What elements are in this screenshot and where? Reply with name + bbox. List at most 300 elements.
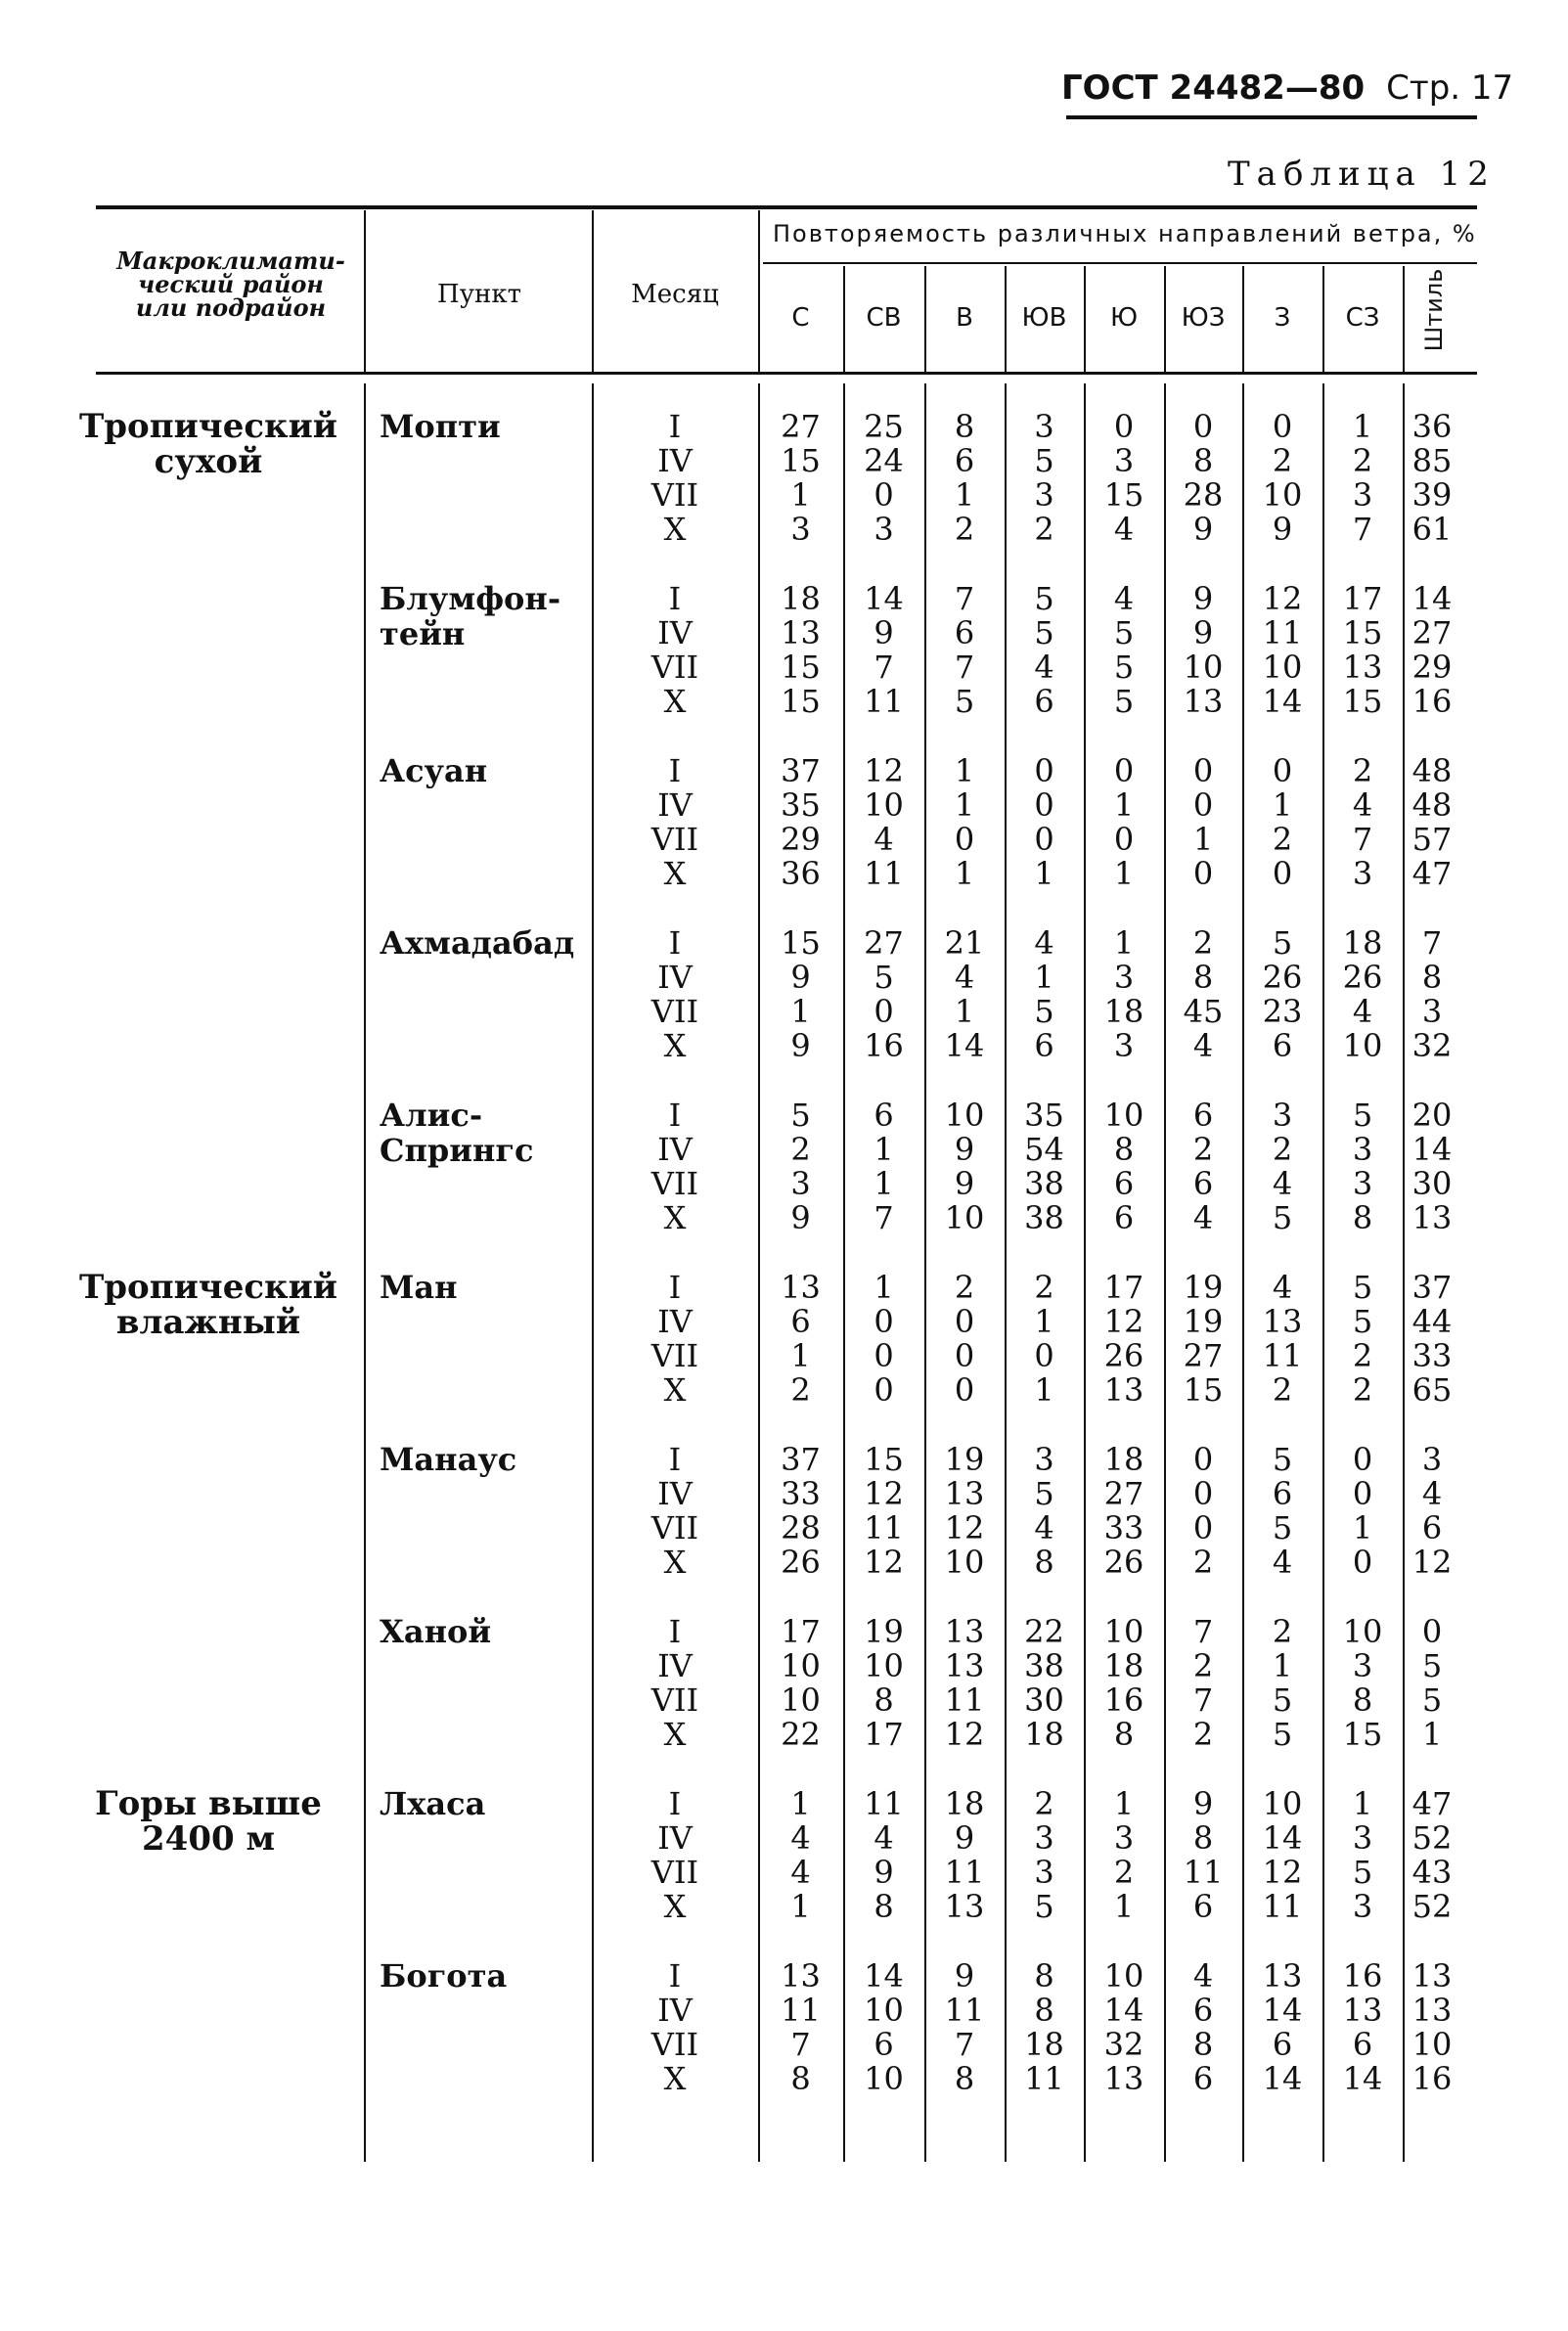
table-cell: 22 [781, 1716, 821, 1753]
table-cell: 7 [874, 649, 894, 686]
table-cell: 37 [781, 752, 821, 789]
table-cell: 37 [1411, 1269, 1453, 1306]
table-cell: 13 [781, 614, 821, 651]
table-cell: 0 [954, 821, 975, 858]
table-cell: 16 [1103, 1681, 1144, 1719]
table-cell: 0 [1034, 786, 1054, 824]
month-label: I [668, 1785, 682, 1822]
table-cell: 1 [790, 1888, 811, 1925]
table-cell: 6 [1192, 1992, 1214, 2029]
table-cell: 10 [1342, 1027, 1383, 1064]
table-cell: 30 [1411, 1165, 1453, 1202]
table-cell: 1 [1113, 855, 1135, 892]
table-cell: 29 [1411, 649, 1453, 686]
month-label: VII [650, 2026, 699, 2063]
table-cell: 2 [1034, 1269, 1054, 1306]
table-cell: 20 [1411, 1097, 1453, 1134]
table-cell: 14 [1103, 1992, 1144, 2029]
table-cell: 26 [1262, 959, 1303, 996]
table-cell: 10 [864, 1992, 904, 2029]
table-cell: 4 [1034, 1509, 1054, 1547]
table-cell: 5 [1352, 1269, 1373, 1306]
station-name: Лхаса [380, 1785, 486, 1822]
table-cell: 4 [1192, 1957, 1214, 1995]
table-cell: 38 [1024, 1647, 1064, 1684]
table-cell: 33 [1411, 1337, 1453, 1374]
table-cell: 15 [781, 649, 821, 686]
region-name: Тропический сухой [78, 407, 338, 481]
table-cell: 18 [1342, 924, 1383, 962]
table-cell: 11 [781, 1992, 821, 2029]
table-cell: 8 [874, 1888, 894, 1925]
table-cell: 2 [1352, 752, 1373, 789]
table-cell: 8 [954, 2060, 975, 2097]
month-label: X [663, 683, 687, 720]
table-cell: 13 [1103, 2060, 1144, 2097]
table-cell: 3 [1352, 855, 1373, 892]
table-cell: 7 [1352, 821, 1373, 858]
table-cell: 23 [1262, 993, 1303, 1030]
table-cell: 10 [1103, 1957, 1144, 1995]
table-cell: 15 [1342, 1716, 1383, 1753]
table-cell: 0 [1034, 752, 1054, 789]
table-cell: 6 [1272, 1475, 1293, 1512]
table-cell: 3 [790, 511, 811, 548]
table-cell: 13 [1262, 1957, 1303, 1995]
table-cell: 8 [1034, 1544, 1054, 1581]
table-cell: 1 [790, 476, 811, 514]
table-cell: 6 [790, 1303, 811, 1340]
table-cell: 52 [1411, 1819, 1453, 1857]
table-cell: 0 [1113, 408, 1135, 445]
month-label: X [663, 1888, 687, 1925]
table-cell: 0 [1192, 752, 1214, 789]
table-cell: 10 [944, 1097, 985, 1134]
table-cell: 18 [1024, 1716, 1064, 1753]
table-cell: 39 [1411, 476, 1453, 514]
month-label: IV [657, 1647, 693, 1684]
table-cell: 3 [874, 511, 894, 548]
table-cell: 14 [944, 1027, 985, 1064]
table-cell: 10 [864, 2060, 904, 2097]
table-cell: 21 [944, 924, 985, 962]
table-cell: 8 [954, 408, 975, 445]
calm-column-header [1414, 256, 1454, 364]
table-cell: 5 [1272, 924, 1293, 962]
table-cell: 12 [864, 1544, 904, 1581]
table-cell: 6 [1272, 1027, 1293, 1064]
table-cell: 3 [1352, 476, 1373, 514]
month-label: VII [650, 1509, 699, 1547]
table-cell: 38 [1024, 1165, 1064, 1202]
table-cell: 0 [1192, 1441, 1214, 1478]
month-label: I [668, 580, 682, 617]
table-cell: 36 [1411, 408, 1453, 445]
region-name: Горы выше 2400 м [95, 1784, 322, 1859]
table-cell: 7 [874, 1199, 894, 1236]
month-label: I [668, 1613, 682, 1650]
table-cell: 1 [1352, 1509, 1373, 1547]
table-cell: 0 [1352, 1441, 1373, 1478]
table-cell: 3 [1034, 1854, 1054, 1891]
table-cell: 0 [1034, 821, 1054, 858]
table-cell: 5 [1421, 1647, 1443, 1684]
month-label: X [663, 1544, 687, 1581]
table-cell: 5 [1034, 614, 1054, 651]
table-cell: 10 [1342, 1613, 1383, 1650]
table-cell: 7 [1192, 1613, 1214, 1650]
table-cell: 9 [954, 1819, 975, 1857]
month-label: IV [657, 1131, 693, 1168]
table-cell: 2 [790, 1131, 811, 1168]
table-cell: 4 [1421, 1475, 1443, 1512]
table-cell: 32 [1103, 2026, 1144, 2063]
table-cell: 4 [874, 821, 894, 858]
table-cell: 3 [1421, 1441, 1443, 1478]
table-cell: 12 [864, 752, 904, 789]
month-label: VII [650, 1681, 699, 1719]
table-cell: 1 [1034, 1371, 1054, 1409]
table-cell: 38 [1024, 1199, 1064, 1236]
group-caption-rule [763, 262, 1477, 264]
table-cell: 2 [1034, 511, 1054, 548]
month-label: X [663, 855, 687, 892]
table-cell: 10 [864, 786, 904, 824]
table-cell: 6 [1192, 1165, 1214, 1202]
table-cell: 30 [1024, 1681, 1064, 1719]
table-cell: 15 [1342, 683, 1383, 720]
table-cell: 6 [1113, 1199, 1135, 1236]
table-cell: 27 [864, 924, 904, 962]
table-cell: 0 [1034, 1337, 1054, 1374]
direction-divider [1403, 266, 1405, 372]
table-cell: 13 [1342, 649, 1383, 686]
table-cell: 6 [874, 1097, 894, 1134]
table-cell: 10 [1103, 1097, 1144, 1134]
table-cell: 0 [1421, 1613, 1443, 1650]
table-cell: 5 [874, 959, 894, 996]
table-cell: 4 [1113, 580, 1135, 617]
table-cell: 0 [874, 1337, 894, 1374]
table-cell: 3 [1034, 1819, 1054, 1857]
table-cell: 85 [1411, 442, 1453, 479]
month-label: I [668, 1097, 682, 1134]
month-label: VII [650, 821, 699, 858]
table-cell: 9 [954, 1131, 975, 1168]
month-label: IV [657, 1992, 693, 2029]
table-cell: 11 [1183, 1854, 1224, 1891]
table-cell: 33 [1103, 1509, 1144, 1547]
table-cell: 1 [790, 1785, 811, 1822]
table-cell: 0 [1192, 786, 1214, 824]
table-cell: 52 [1411, 1888, 1453, 1925]
table-cell: 0 [1192, 408, 1214, 445]
table-cell: 3 [1352, 1131, 1373, 1168]
table-cell: 18 [1103, 1647, 1144, 1684]
month-label: I [668, 924, 682, 962]
table-cell: 18 [1103, 993, 1144, 1030]
table-cell: 28 [781, 1509, 821, 1547]
table-cell: 54 [1024, 1131, 1064, 1168]
table-cell: 35 [1024, 1097, 1064, 1134]
table-cell: 7 [790, 2026, 811, 2063]
station-name: Ханой [380, 1613, 492, 1650]
table-cell: 15 [781, 683, 821, 720]
table-cell: 18 [944, 1785, 985, 1822]
table-cell: 2 [790, 1371, 811, 1409]
table-cell: 4 [1034, 924, 1054, 962]
month-label: IV [657, 786, 693, 824]
table-cell: 1 [1421, 1716, 1443, 1753]
table-cell: 11 [1024, 2060, 1064, 2097]
table-cell: 2 [954, 511, 975, 548]
table-cell: 1 [954, 476, 975, 514]
table-cell: 13 [1411, 1992, 1453, 2029]
table-cell: 0 [954, 1303, 975, 1340]
table-cell: 10 [944, 1199, 985, 1236]
table-cell: 10 [1103, 1613, 1144, 1650]
table-cell: 0 [874, 1371, 894, 1409]
table-top-rule [96, 205, 1477, 209]
table-cell: 4 [1272, 1544, 1293, 1581]
table-cell: 10 [944, 1544, 985, 1581]
table-cell: 27 [1183, 1337, 1224, 1374]
table-cell: 7 [954, 2026, 975, 2063]
table-cell: 8 [1034, 1957, 1054, 1995]
table-cell: 2 [1192, 1716, 1214, 1753]
table-cell: 5 [1272, 1681, 1293, 1719]
table-cell: 6 [954, 614, 975, 651]
table-cell: 6 [1113, 1165, 1135, 1202]
table-cell: 3 [790, 1165, 811, 1202]
table-cell: 8 [1113, 1131, 1135, 1168]
station-name: Манаус [380, 1441, 517, 1478]
table-cell: 1 [1113, 786, 1135, 824]
table-cell: 5 [954, 683, 975, 720]
month-label: VII [650, 1337, 699, 1374]
table-cell: 4 [1192, 1199, 1214, 1236]
table-cell: 14 [1262, 1819, 1303, 1857]
column-divider [592, 383, 594, 2162]
table-cell: 9 [954, 1957, 975, 1995]
table-cell: 26 [1103, 1544, 1144, 1581]
table-cell: 5 [1272, 1509, 1293, 1547]
table-cell: 8 [1192, 959, 1214, 996]
table-cell: 0 [1192, 1475, 1214, 1512]
direction-header-8: СЗ [1345, 303, 1380, 333]
header-divider [592, 210, 594, 372]
table-cell: 22 [1024, 1613, 1064, 1650]
table-cell: 0 [1192, 1509, 1214, 1547]
table-cell: 5 [1272, 1199, 1293, 1236]
table-cell: 1 [1352, 1785, 1373, 1822]
station-name: Мопти [380, 408, 501, 445]
table-cell: 16 [1411, 683, 1453, 720]
station-name: Ахмадабад [380, 924, 575, 962]
table-cell: 12 [864, 1475, 904, 1512]
table-cell: 37 [781, 1441, 821, 1478]
month-label: X [663, 1716, 687, 1753]
page-header [1061, 68, 1535, 108]
table-cell: 4 [1272, 1165, 1293, 1202]
table-cell: 4 [1113, 511, 1135, 548]
table-cell: 9 [874, 614, 894, 651]
station-name: Ман [380, 1269, 458, 1306]
table-cell: 2 [1272, 821, 1293, 858]
table-cell: 7 [1352, 511, 1373, 548]
direction-header-2: СВ [866, 303, 902, 333]
table-cell: 9 [954, 1165, 975, 1202]
table-cell: 14 [1262, 2060, 1303, 2097]
table-cell: 9 [790, 1199, 811, 1236]
table-cell: 19 [1183, 1303, 1224, 1340]
table-cell: 11 [1262, 1337, 1303, 1374]
table-cell: 16 [864, 1027, 904, 1064]
table-cell: 11 [864, 683, 904, 720]
table-cell: 16 [1411, 2060, 1453, 2097]
table-cell: 5 [1034, 993, 1054, 1030]
station-name: Алис- Спрингс [380, 1097, 534, 1169]
table-cell: 1 [954, 786, 975, 824]
table-cell: 65 [1411, 1371, 1453, 1409]
table-cell: 4 [1352, 786, 1373, 824]
month-label: IV [657, 1475, 693, 1512]
table-cell: 27 [1411, 614, 1453, 651]
table-cell: 28 [1183, 476, 1224, 514]
table-cell: 11 [944, 1854, 985, 1891]
table-cell: 3 [1113, 959, 1135, 996]
table-cell: 11 [864, 1785, 904, 1822]
table-cell: 5 [1113, 683, 1135, 720]
table-cell: 26 [781, 1544, 821, 1581]
table-cell: 11 [944, 1992, 985, 2029]
table-cell: 9 [1272, 511, 1293, 548]
table-cell: 15 [864, 1441, 904, 1478]
table-cell: 1 [1034, 855, 1054, 892]
table-cell: 1 [1272, 1647, 1293, 1684]
table-cell: 8 [1352, 1681, 1373, 1719]
table-cell: 10 [1183, 649, 1224, 686]
station-name: Богота [380, 1957, 508, 1995]
table-cell: 13 [1262, 1303, 1303, 1340]
table-cell: 8 [1192, 1819, 1214, 1857]
table-cell: 4 [874, 1819, 894, 1857]
month-column-header: Месяц [631, 280, 719, 309]
table-cell: 6 [1192, 1888, 1214, 1925]
table-cell: 17 [1342, 580, 1383, 617]
table-cell: 2 [1272, 1371, 1293, 1409]
table-cell: 16 [1342, 1957, 1383, 1995]
table-cell: 14 [864, 580, 904, 617]
region-name: Тропический влажный [78, 1268, 338, 1342]
table-cell: 2 [1192, 924, 1214, 962]
table-cell: 4 [1272, 1269, 1293, 1306]
table-cell: 18 [1103, 1441, 1144, 1478]
table-cell: 25 [864, 408, 904, 445]
station-name: Блумфон- тейн [380, 580, 561, 652]
table-cell: 3 [1034, 1441, 1054, 1478]
table-cell: 45 [1183, 993, 1224, 1030]
table-cell: 6 [1034, 683, 1054, 720]
table-cell: 19 [1183, 1269, 1224, 1306]
table-cell: 4 [1034, 649, 1054, 686]
table-cell: 5 [1272, 1441, 1293, 1478]
table-cell: 14 [1342, 2060, 1383, 2097]
table-cell: 18 [781, 580, 821, 617]
table-cell: 15 [781, 442, 821, 479]
table-cell: 14 [1411, 1131, 1453, 1168]
table-cell: 1 [790, 1337, 811, 1374]
table-cell: 13 [1411, 1957, 1453, 1995]
table-cell: 29 [781, 821, 821, 858]
table-cell: 33 [781, 1475, 821, 1512]
table-cell: 5 [1272, 1716, 1293, 1753]
table-cell: 5 [1352, 1854, 1373, 1891]
table-cell: 5 [1421, 1681, 1443, 1719]
month-label: IV [657, 614, 693, 651]
month-label: X [663, 2060, 687, 2097]
table-cell: 0 [874, 1303, 894, 1340]
table-cell: 10 [781, 1681, 821, 1719]
table-cell: 0 [1113, 821, 1135, 858]
table-cell: 1 [1113, 1785, 1135, 1822]
table-cell: 44 [1411, 1303, 1453, 1340]
table-cell: 5 [790, 1097, 811, 1134]
table-cell: 13 [1183, 683, 1224, 720]
table-cell: 12 [944, 1716, 985, 1753]
month-label: VII [650, 1165, 699, 1202]
table-head-rule [96, 372, 1477, 375]
month-label: I [668, 408, 682, 445]
table-cell: 8 [874, 1681, 894, 1719]
header-divider [364, 210, 366, 372]
table-cell: 4 [1352, 993, 1373, 1030]
header-rule [1066, 115, 1477, 119]
table-cell: 1 [1034, 959, 1054, 996]
table-cell: 57 [1411, 821, 1453, 858]
calm-header-label: Штиль [1420, 268, 1448, 352]
table-cell: 11 [1262, 614, 1303, 651]
region-column-header: Макроклимати- ческий район или подрайон [116, 247, 345, 322]
direction-header-5: Ю [1109, 303, 1139, 333]
table-cell: 13 [781, 1957, 821, 1995]
table-cell: 1 [1034, 1303, 1054, 1340]
table-cell: 6 [1272, 2026, 1293, 2063]
table-cell: 8 [1034, 1992, 1054, 2029]
table-cell: 13 [1342, 1992, 1383, 2029]
table-cell: 10 [1262, 649, 1303, 686]
table-cell: 1 [1192, 821, 1214, 858]
month-label: I [668, 1441, 682, 1478]
table-cell: 3 [1421, 993, 1443, 1030]
table-cell: 1 [1113, 924, 1135, 962]
table-cell: 13 [781, 1269, 821, 1306]
table-cell: 5 [1034, 580, 1054, 617]
table-cell: 15 [1183, 1371, 1224, 1409]
table-cell: 14 [1262, 683, 1303, 720]
table-cell: 24 [864, 442, 904, 479]
table-cell: 17 [781, 1613, 821, 1650]
table-cell: 2 [1192, 1647, 1214, 1684]
table-cell: 27 [781, 408, 821, 445]
table-cell: 0 [1272, 408, 1293, 445]
month-label: VII [650, 993, 699, 1030]
table-cell: 2 [1192, 1544, 1214, 1581]
table-cell: 8 [1421, 959, 1443, 996]
table-cell: 0 [1192, 855, 1214, 892]
table-cell: 12 [1262, 580, 1303, 617]
table-cell: 5 [1034, 1475, 1054, 1512]
